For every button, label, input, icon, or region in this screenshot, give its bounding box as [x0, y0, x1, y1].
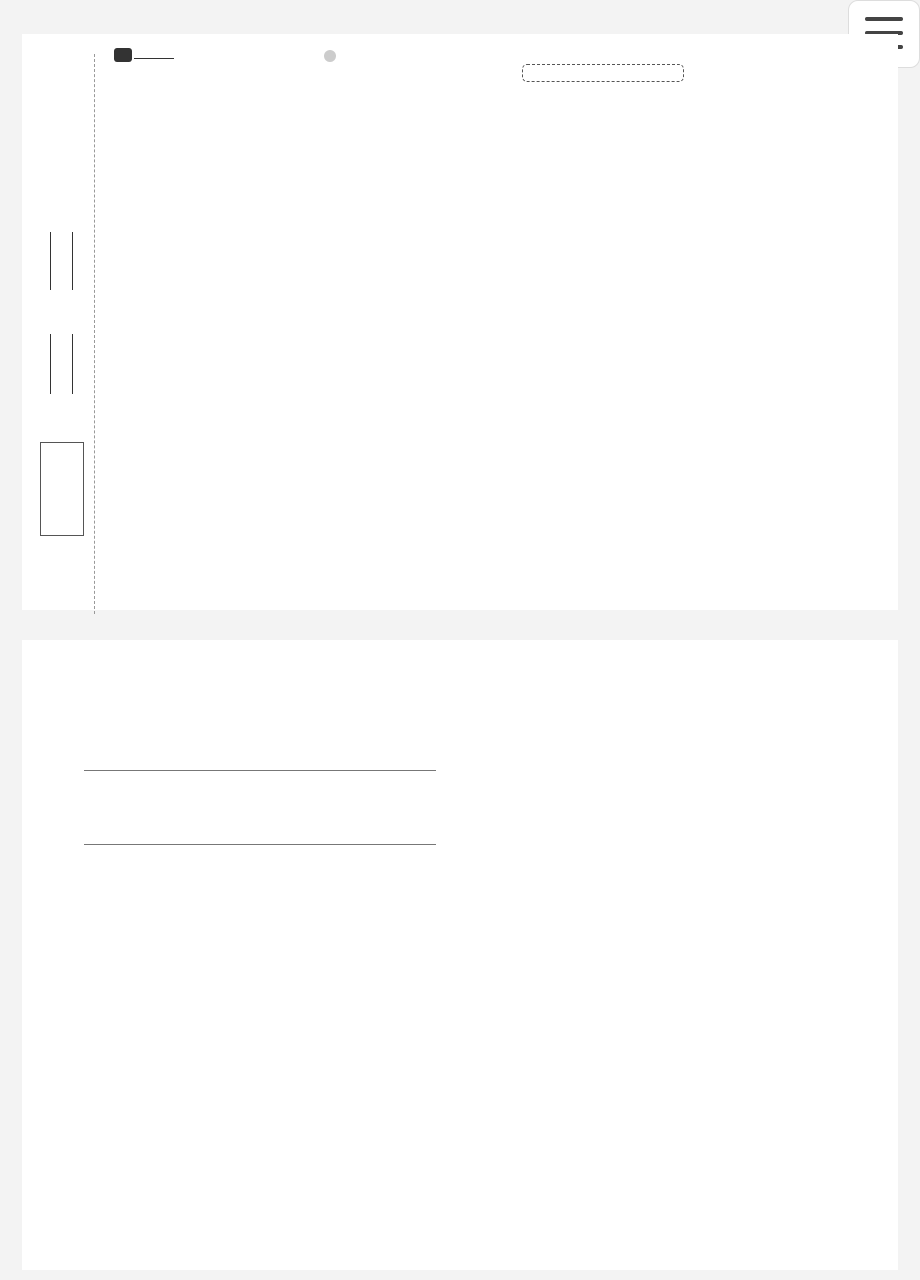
- flower-icon: [324, 50, 336, 62]
- divider: [72, 334, 73, 394]
- header-decoration-icon: [114, 48, 132, 62]
- seal-line: [94, 54, 95, 614]
- menu-icon: [865, 17, 903, 21]
- divider: [134, 58, 174, 59]
- divider: [50, 334, 51, 394]
- divider: [50, 232, 51, 290]
- answer-line: [84, 770, 436, 771]
- exam-sheet-pages-1-2: [22, 34, 898, 610]
- exam-sheet-pages-3-4: [22, 640, 898, 1270]
- motto-box: [40, 442, 84, 536]
- word-bank: [522, 64, 684, 82]
- divider: [72, 232, 73, 290]
- answer-line: [84, 844, 436, 845]
